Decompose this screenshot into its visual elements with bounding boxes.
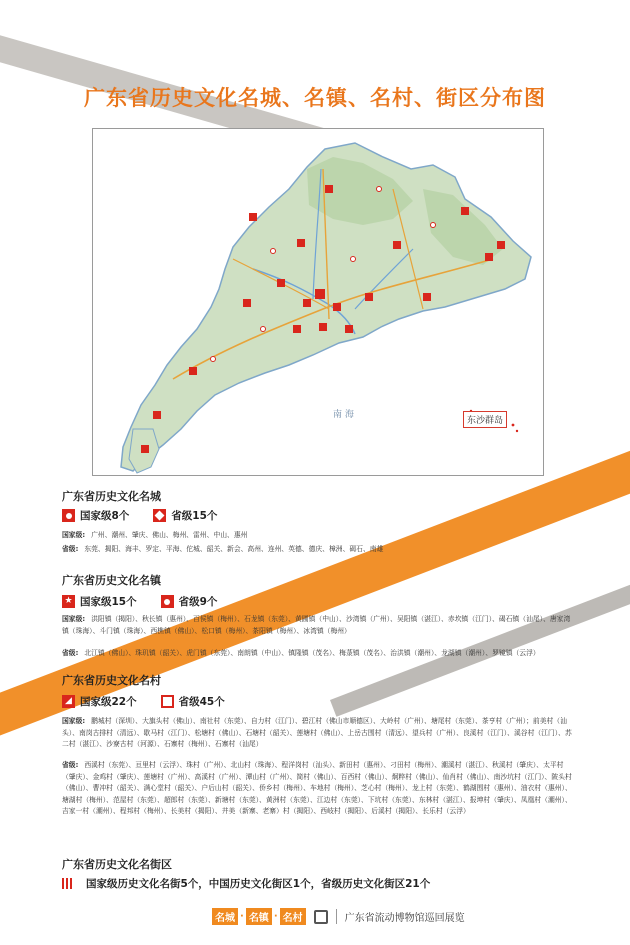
cities-national-list: 国家级: 广州、潮州、肇庆、佛山、梅州、雷州、中山、惠州 (62, 531, 248, 539)
marker-yunfu (243, 299, 251, 307)
villages-provincial-legend (161, 694, 225, 709)
towns-national-label: 国家级15个 (80, 596, 137, 608)
marker-shaoguan (325, 185, 333, 193)
marker-shenzhen (345, 325, 353, 333)
marker-meizhou (461, 207, 469, 215)
villages-provincial-label: 省级45个 (178, 696, 225, 708)
cities-national-legend (62, 508, 129, 523)
villages-national-list: 国家级: 鹏城村（深圳）、大旗头村（佛山）、南社村（东莞）、自力村（江门）、碧江村（佛山市顺德区）、大岭村（广州）、塘尾村（东莞）、茶亨村（广州）；前美村（汕头）、南岗古排村（清远）、歇马村（江门）、松塘村（佛山）、石塘村（韶关）、莲塘村（佛山）、上岳古围村（清远）、望兵村（广州）、良溪村（江门）、溪谷村（江门）、苏二村（湛江）、沙寮古村（河源）、石寨村（梅州）、石寨村（汕尾） (62, 717, 572, 748)
marker-lianzhou (249, 213, 257, 221)
villages-legend (62, 694, 243, 709)
page-title: 广东省历史文化名城、名镇、名村、街区分布图 (84, 86, 546, 110)
towns-heading: 广东省历史文化名镇 (62, 574, 161, 587)
cities-provincial-prefix: 省级: (62, 545, 79, 553)
towns-national-list: 国家级: 洪阳镇（揭阳）、秋长镇（惠州）、百侯镇（梅州）、石龙镇（东莞）、黄圃镇（中山）、沙湾镇（广州）、吴阳镇（湛江）、赤坎镇（江门）、碣石镇（汕尾）、唐家湾镇（珠海）、斗门镇（珠海）、西樵镇（佛山）、松口镇（梅州）、茶阳镇（梅州）、冰湾镇（梅州） (62, 615, 571, 635)
outline-square-icon (161, 695, 174, 708)
streets-summary: 国家级历史文化名街5个，中国历史文化街区1个，省级历史文化街区21个 (86, 878, 431, 890)
towns-provincial-legend (161, 594, 218, 609)
villages-national-label: 国家级22个 (80, 696, 137, 708)
cities-legend (62, 508, 235, 523)
marker-maoming (189, 367, 197, 375)
streets-legend (62, 876, 430, 891)
cities-national-label: 国家级8个 (80, 510, 130, 522)
marker-leizhou (141, 445, 149, 453)
guangdong-map (92, 128, 544, 476)
footer (212, 908, 465, 925)
south-sea-label: 南 海 (333, 410, 354, 420)
footer-museum: 广东省流动博物馆巡回展览 (336, 909, 465, 924)
marker-heyuan (393, 241, 401, 249)
street-bars-icon (62, 878, 72, 889)
red-square-circle-icon (62, 509, 75, 522)
flag-icon: ◢ (62, 695, 75, 708)
marker-qingyuan (297, 239, 305, 247)
villages-national-legend (62, 694, 137, 709)
cities-provincial-list: 省级: 东莞、揭阳、海丰、罗定、平海、佗城、韶关、新会、高州、连州、英德、德庆、樟洲、碣石、南雄 (62, 545, 384, 553)
red-square-circle-icon (161, 595, 174, 608)
marker-guangzhou (315, 289, 325, 299)
marker-foshan (303, 299, 311, 307)
museum-logo-icon (314, 910, 328, 924)
towns-provincial-prefix: 省级: (62, 649, 79, 657)
villages-heading: 广东省历史文化名村 (62, 674, 161, 687)
cities-provincial-label: 省级15个 (171, 510, 218, 522)
red-square-diamond-icon (153, 509, 166, 522)
towns-legend (62, 594, 235, 609)
footer-brand: 名城 · 名镇 · 名村 (212, 908, 306, 925)
cities-heading: 广东省历史文化名城 (62, 490, 161, 503)
cities-provincial-legend (153, 508, 217, 523)
star-icon: ★ (62, 595, 75, 608)
cities-national-prefix: 国家级: (62, 531, 86, 539)
marker-jieyang (485, 253, 493, 261)
towns-national-legend (62, 594, 137, 609)
marker-zhanjiang (153, 411, 161, 419)
marker-chaozhou (497, 241, 505, 249)
towns-national-prefix: 国家级: (62, 615, 86, 623)
towns-provincial-label: 省级9个 (178, 596, 218, 608)
towns-provincial-list: 省级: 北江镇（佛山）、珠玑镇（韶关）、虎门镇（东莞）、南朗镇（中山）、镇隆镇（茂名）、梅菉镇（茂名）、治洪镇（潮州）、龙湖镇（潮州）、罗镜镇（云浮） (62, 649, 540, 657)
marker-dongguan (333, 303, 341, 311)
marker-huizhou (365, 293, 373, 301)
marker-shanwei (423, 293, 431, 301)
villages-provincial-list: 省级: 西溪村（东莞）、亘里村（云浮）、珠村（广州）、北山村（珠海）、程洋岗村（汕头）、新田村（惠州）、刁田村（梅州）、潮溪村（湛江）、秋溪村（肇庆）、太平村（肇庆）、金鸡村（肇庆）、莲塘村（广州）、高溪村（广州）、潭山村（广州）、简村（佛山）、百西村（佛山）、炯粹村（佛山）、仙肖村（佛山）、南沙坑村（江门）、陂头村（佛山）、曹冲村（韶关）、满心堂村（韶关）、户后山村（韶关）、侨乡村（梅州）、车地村（梅州）、芝心村（梅州）、龙上村（东莞）、鹤湖围村（惠州）、油衣村（惠州）、塘湖村（梅州）、范屋村（东莞）、超郎村（东莞）、新塘村（东莞）、黄洲村（东莞）、江边村（东莞）、下坑村（东莞）、东林村（湛江）、报坤村（肇庆）、凤凰村（潮州）、吉家一村（潮州）、程邦村（梅州）、长美村（揭阳）、井美（新寨、老寨）村（揭阳）、西岐村（揭阳）、后溪村（揭阳）、长乐村（云浮） (62, 761, 572, 815)
marker-zhaoqing (277, 279, 285, 287)
marker-jiangmen (293, 325, 301, 333)
villages-national-prefix: 国家级: (62, 717, 86, 725)
marker-zhongshan (319, 323, 327, 331)
dongsha-islands-label: 东沙群岛 (463, 411, 507, 428)
villages-provincial-prefix: 省级: (62, 761, 79, 769)
streets-heading: 广东省历史文化名街区 (62, 858, 172, 871)
